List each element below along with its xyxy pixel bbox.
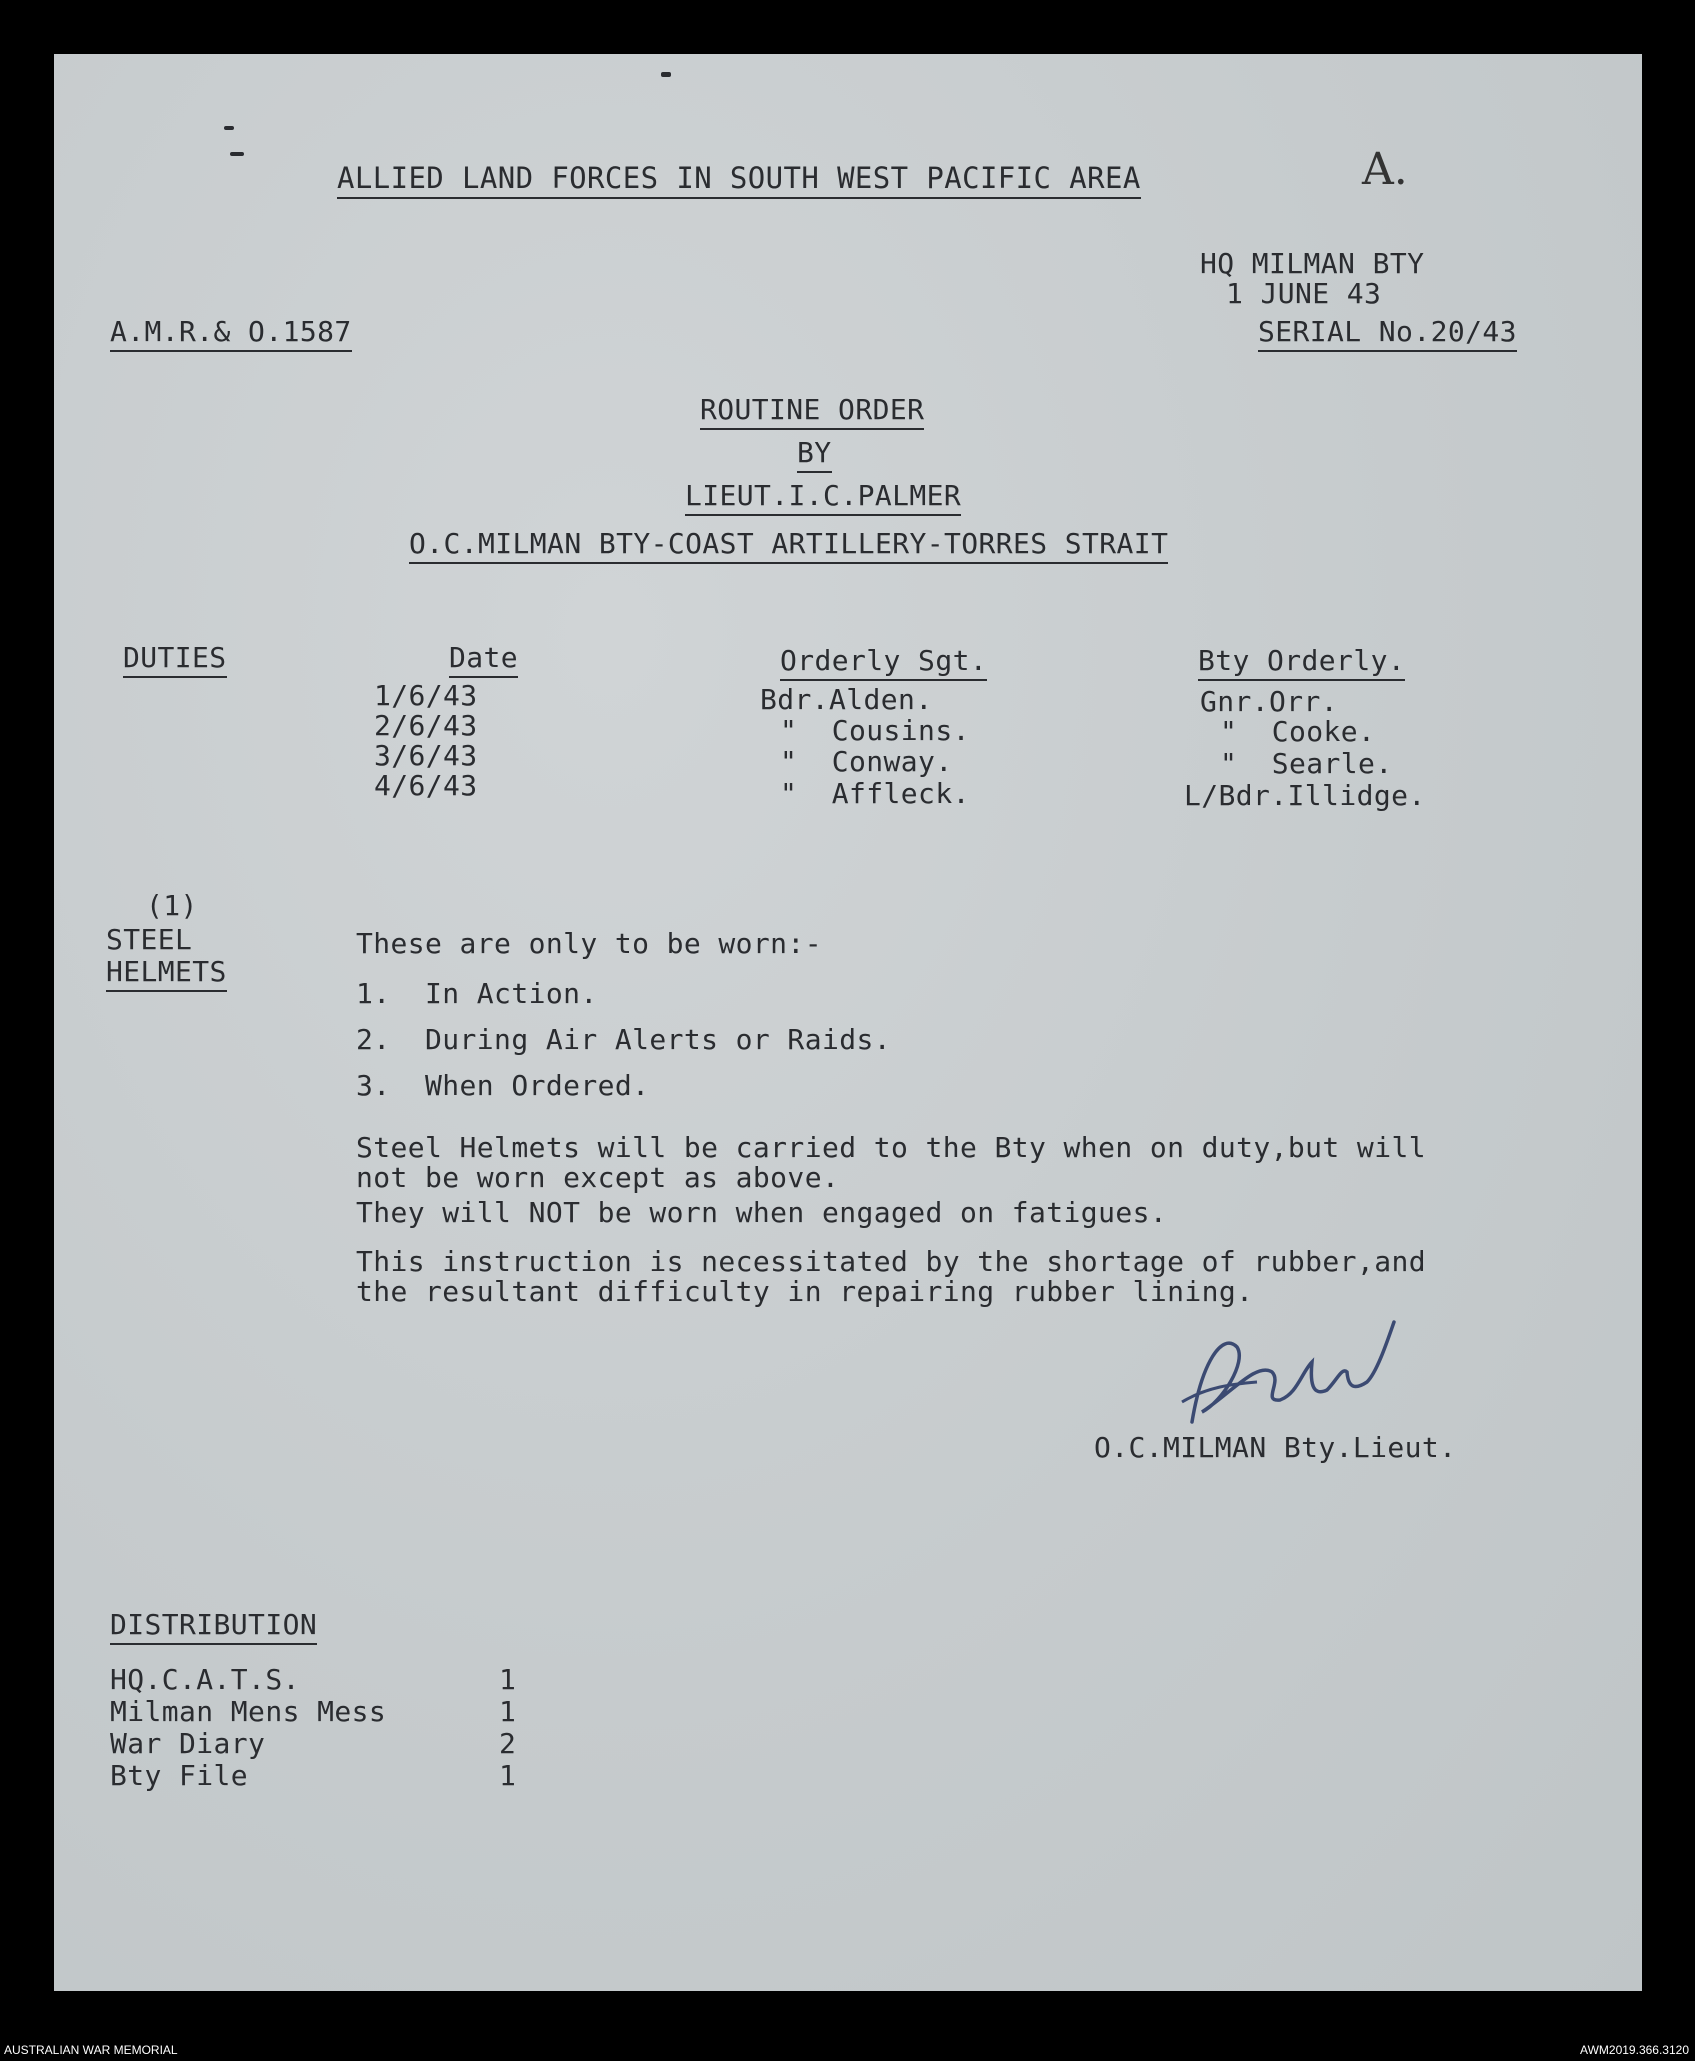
order-unit: O.C.MILMAN BTY-COAST ARTILLERY-TORRES STRAIT — [409, 530, 1168, 564]
handwritten-signature — [1162, 1302, 1402, 1442]
duty-sgt: " Cousins. — [780, 714, 970, 747]
distribution-copies: 2 — [499, 1727, 517, 1760]
duty-orderly: " Cooke. — [1220, 715, 1376, 748]
duty-orderly: Gnr.Orr. — [1200, 685, 1339, 718]
paragraph-line: the resultant difficulty in repairing rubber lining. — [356, 1275, 1254, 1308]
duty-sgt: " Affleck. — [780, 777, 970, 810]
distribution-copies: 1 — [499, 1663, 517, 1696]
paragraph-line: Steel Helmets will be carried to the Bty when on duty,but will — [356, 1131, 1426, 1164]
duties-header-date: Date — [449, 644, 518, 678]
paragraph-line: This instruction is necessitated by the shortage of rubber,and — [356, 1245, 1426, 1278]
distribution-title: DISTRIBUTION — [110, 1611, 317, 1645]
distribution-copies: 1 — [499, 1759, 517, 1792]
list-item: 3. When Ordered. — [356, 1069, 650, 1102]
section-number: (1) — [146, 889, 198, 922]
duties-header-orderly: Bty Orderly. — [1198, 647, 1405, 681]
signoff: O.C.MILMAN Bty.Lieut. — [1094, 1431, 1457, 1464]
list-item: 2. During Air Alerts or Raids. — [356, 1023, 891, 1056]
ink-speck — [224, 126, 234, 130]
section-label-line1: STEEL — [106, 923, 193, 956]
duties-header-sgt: Orderly Sgt. — [780, 647, 987, 681]
distribution-recipient: War Diary — [110, 1727, 266, 1760]
duties-label: DUTIES — [123, 644, 227, 678]
document-title: ALLIED LAND FORCES IN SOUTH WEST PACIFIC AREA — [337, 164, 1141, 199]
reference-number: A.M.R.& O.1587 — [110, 318, 352, 352]
duty-orderly: L/Bdr.Illidge. — [1184, 779, 1426, 812]
duty-orderly: " Searle. — [1220, 747, 1393, 780]
distribution-recipient: Bty File — [110, 1759, 249, 1792]
list-item: 1. In Action. — [356, 977, 598, 1010]
duty-sgt: Bdr.Alden. — [760, 683, 933, 716]
duty-date: 4/6/43 — [374, 769, 478, 802]
hq-line: HQ MILMAN BTY — [1200, 247, 1425, 280]
issue-date: 1 JUNE 43 — [1226, 277, 1382, 310]
section-intro: These are only to be worn:- — [356, 927, 822, 960]
serial-number: SERIAL No.20/43 — [1258, 318, 1517, 352]
footer-institution: AUSTRALIAN WAR MEMORIAL — [4, 2043, 178, 2057]
paragraph-line: They will NOT be worn when engaged on fatigues. — [356, 1196, 1168, 1229]
ink-speck — [661, 72, 671, 77]
order-title: ROUTINE ORDER — [700, 396, 924, 430]
distribution-recipient: Milman Mens Mess — [110, 1695, 387, 1728]
duty-sgt: " Conway. — [780, 745, 953, 778]
duty-date: 2/6/43 — [374, 709, 478, 742]
duty-date: 3/6/43 — [374, 739, 478, 772]
order-by: BY — [797, 439, 832, 473]
paragraph-line: not be worn except as above. — [356, 1161, 840, 1194]
section-label-line2: HELMETS — [106, 958, 227, 992]
order-officer: LIEUT.I.C.PALMER — [685, 482, 961, 516]
distribution-copies: 1 — [499, 1695, 517, 1728]
footer-accession-number: AWM2019.366.3120 — [1580, 2043, 1689, 2057]
ink-speck — [230, 152, 244, 156]
document-page — [54, 54, 1642, 1991]
duty-date: 1/6/43 — [374, 679, 478, 712]
distribution-recipient: HQ.C.A.T.S. — [110, 1663, 300, 1696]
handwritten-annotation: A. — [1362, 144, 1408, 195]
